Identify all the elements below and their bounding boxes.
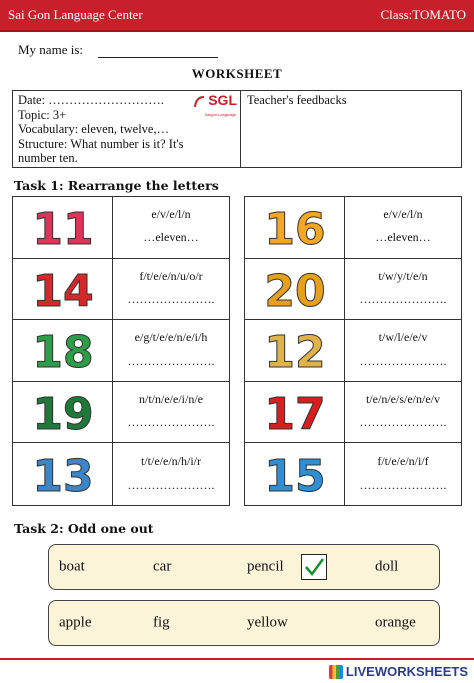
worksheet-title: WORKSHEET <box>191 66 283 81</box>
scrambled-letters: t/e/n/e/s/e/n/e/v <box>366 391 440 406</box>
answer-field[interactable]: …………………. <box>359 415 447 430</box>
scrambled-word-cell <box>113 320 229 381</box>
lesson-info <box>13 91 241 167</box>
vocabulary-line: Vocabulary: eleven, twelve,… <box>18 122 170 136</box>
number-picture <box>13 382 113 443</box>
date-line: Date: ………………………. <box>18 93 164 107</box>
number-picture <box>13 259 113 320</box>
number-glyph: 20 <box>263 265 326 316</box>
number-17-icon <box>250 385 340 439</box>
scrambled-letters: t/w/l/e/e/v <box>378 330 428 345</box>
scrambled-word-cell <box>345 443 461 505</box>
scrambled-word-cell <box>345 259 461 320</box>
task1-row <box>13 320 229 382</box>
header-bar <box>0 0 474 30</box>
number-picture <box>13 320 113 381</box>
answer-field[interactable]: …………………. <box>127 353 215 368</box>
number-20-icon <box>250 262 340 316</box>
scrambled-letters: e/v/e/l/n <box>151 207 191 222</box>
number-picture <box>245 259 345 320</box>
liveworksheets-icon <box>329 665 343 679</box>
word-option[interactable]: yellow <box>247 614 288 631</box>
number-13-icon <box>18 447 108 501</box>
number-15-icon <box>250 447 340 501</box>
scrambled-letters: e/v/e/l/n <box>383 207 423 222</box>
scrambled-letters: t/w/y/t/e/n <box>378 268 428 283</box>
number-picture <box>245 443 345 505</box>
number-glyph: 19 <box>31 389 94 440</box>
answer-field[interactable]: …eleven… <box>375 230 431 245</box>
scrambled-letters: f/t/e/e/n/i/f <box>377 453 429 468</box>
task1-row <box>245 443 461 505</box>
number-picture <box>245 320 345 381</box>
scrambled-word-cell <box>113 197 229 258</box>
word-option[interactable]: boat <box>59 558 85 575</box>
answer-field[interactable]: …………………. <box>127 415 215 430</box>
task1-row <box>245 320 461 382</box>
number-glyph: 18 <box>31 327 94 378</box>
number-11-icon <box>18 200 108 254</box>
word-option[interactable]: orange <box>375 614 416 631</box>
class-label: Class:TOMATO <box>380 7 466 22</box>
info-box <box>12 90 462 168</box>
name-input-line[interactable] <box>98 45 218 58</box>
task1-row <box>13 259 229 321</box>
number-12-icon <box>250 323 340 377</box>
answer-field[interactable]: …………………. <box>359 353 447 368</box>
scrambled-letters: t/t/e/e/n/h/i/r <box>141 453 201 468</box>
number-18-icon <box>18 323 108 377</box>
teacher-feedback <box>241 91 461 167</box>
task1-row <box>245 197 461 259</box>
number-glyph: 17 <box>263 389 326 440</box>
answer-checkbox[interactable] <box>301 554 327 580</box>
checkmark-icon <box>302 555 326 579</box>
number-glyph: 12 <box>263 327 326 378</box>
task1-title: Task 1: Rearrange the letters <box>14 178 219 193</box>
answer-field[interactable]: …………………. <box>127 477 215 492</box>
answer-field[interactable]: …eleven… <box>143 230 199 245</box>
task1-grid-left <box>12 196 230 506</box>
sgl-logo-subtext: Saigon Language <box>204 112 236 117</box>
scrambled-letters: f/t/e/e/n/u/o/r <box>139 268 203 283</box>
scrambled-word-cell <box>113 382 229 443</box>
feedback-label: Teacher's feedbacks <box>247 93 347 107</box>
scrambled-letters: n/t/n/e/e/i/n/e <box>139 391 203 406</box>
task1-row <box>13 443 229 505</box>
word-option[interactable]: fig <box>153 614 170 631</box>
name-label: My name is: <box>18 42 83 57</box>
word-option[interactable]: pencil <box>247 558 284 575</box>
number-picture <box>245 382 345 443</box>
number-glyph: 11 <box>31 204 94 255</box>
answer-field[interactable]: …………………. <box>359 477 447 492</box>
number-16-icon <box>250 200 340 254</box>
topic-line: Topic: 3+ <box>18 107 67 122</box>
task1-row <box>245 259 461 321</box>
number-glyph: 13 <box>31 451 94 502</box>
name-row <box>18 42 218 58</box>
scrambled-letters: e/g/t/e/e/n/e/i/h <box>134 330 208 345</box>
word-option[interactable]: doll <box>375 558 399 575</box>
header-divider <box>0 30 474 32</box>
odd-one-out-row-1 <box>48 544 440 590</box>
scrambled-word-cell <box>345 197 461 258</box>
number-glyph: 16 <box>263 204 326 255</box>
scrambled-word-cell <box>113 259 229 320</box>
footer-divider <box>0 658 474 660</box>
task1-row <box>13 382 229 444</box>
task1-grid-right <box>244 196 462 506</box>
number-picture <box>13 197 113 258</box>
number-picture <box>13 443 113 505</box>
word-option[interactable]: car <box>153 558 172 575</box>
number-picture <box>245 197 345 258</box>
scrambled-word-cell <box>113 443 229 505</box>
liveworksheets-text: LIVEWORKSHEETS <box>345 664 468 679</box>
task2-title: Task 2: Odd one out <box>14 521 154 536</box>
number-glyph: 15 <box>263 451 326 502</box>
sgl-logo-text: SGL <box>208 92 237 108</box>
scrambled-word-cell <box>345 382 461 443</box>
task1-row <box>13 197 229 259</box>
number-19-icon <box>18 385 108 439</box>
number-glyph: 14 <box>31 265 94 316</box>
school-name: Sai Gon Language Center <box>8 7 143 22</box>
odd-one-out-row-2 <box>48 600 440 646</box>
number-14-icon <box>18 262 108 316</box>
structure-line-2: number ten. <box>18 151 78 165</box>
liveworksheets-logo <box>329 664 468 679</box>
answer-field[interactable]: …………………. <box>127 292 215 307</box>
task1-row <box>245 382 461 444</box>
word-option[interactable]: apple <box>59 614 92 631</box>
structure-line: Structure: What number is it? It's <box>18 136 184 151</box>
answer-field[interactable]: …………………. <box>359 292 447 307</box>
scrambled-word-cell <box>345 320 461 381</box>
